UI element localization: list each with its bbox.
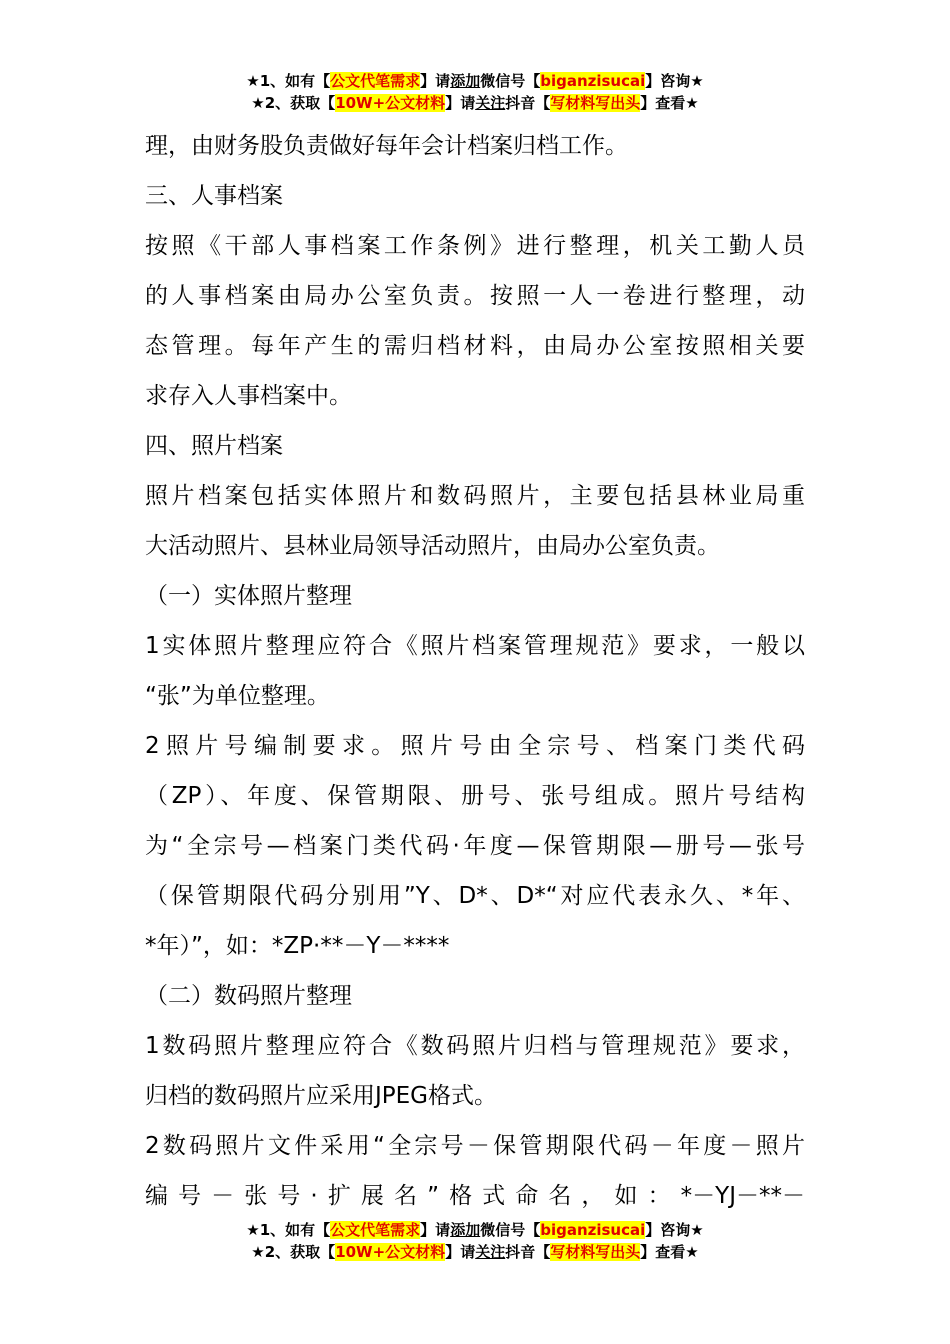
body-line: 2数码照片文件采用“全宗号－保管期限代码－年度－照片 bbox=[145, 1133, 805, 1159]
banner-text: 微信号【 bbox=[480, 72, 541, 90]
banner-text: 】请 bbox=[445, 94, 476, 112]
body-line: 为“全宗号—档案门类代码·年度—保管期限—册号—张号 bbox=[145, 833, 805, 859]
body-line: 的人事档案由局办公室负责。按照一人一卷进行整理，动 bbox=[145, 283, 805, 309]
highlight-service: 公文代笔需求 bbox=[330, 1221, 421, 1239]
section-heading: 四、照片档案 bbox=[145, 433, 283, 459]
banner-text: 抖音【 bbox=[505, 94, 551, 112]
banner-text: 】查看★ bbox=[640, 1243, 699, 1261]
banner-text: 】请 bbox=[420, 72, 451, 90]
highlight-douyin: 写材料写出头 bbox=[550, 1243, 641, 1261]
body-line: “张”为单位整理。 bbox=[145, 683, 330, 709]
body-line: 归档的数码照片应采用JPEG格式。 bbox=[145, 1083, 498, 1109]
body-line: 编号－张号·扩展名”格式命名，如：*－YJ－**－ bbox=[145, 1183, 805, 1209]
banner-emphasis: 添加 bbox=[450, 1221, 481, 1239]
highlight-wechat-id: biganzisucai bbox=[540, 72, 646, 90]
body-line: *年）”，如：*ZP·**－Y－**** bbox=[145, 933, 450, 959]
subsection-heading: （一）实体照片整理 bbox=[145, 583, 352, 609]
highlight-wechat-id: biganzisucai bbox=[540, 1221, 646, 1239]
banner-text: ★2、获取【 bbox=[251, 1243, 336, 1261]
highlight-materials: 10W+公文材料 bbox=[335, 1243, 446, 1261]
banner-text: 】查看★ bbox=[640, 94, 699, 112]
body-line: 1实体照片整理应符合《照片档案管理规范》要求，一般以 bbox=[145, 633, 805, 659]
body-line: 按照《干部人事档案工作条例》进行整理，机关工勤人员 bbox=[145, 233, 805, 259]
body-line: 态管理。每年产生的需归档材料，由局办公室按照相关要 bbox=[145, 333, 805, 359]
document-body bbox=[145, 121, 805, 1221]
body-line: 照片档案包括实体照片和数码照片，主要包括县林业局重 bbox=[145, 483, 805, 509]
body-line: 2照片号编制要求。照片号由全宗号、档案门类代码 bbox=[145, 733, 805, 759]
banner-text: 微信号【 bbox=[480, 1221, 541, 1239]
body-line: （ZP）、年度、保管期限、册号、张号组成。照片号结构 bbox=[145, 783, 805, 809]
body-line: 大活动照片、县林业局领导活动照片，由局办公室负责。 bbox=[145, 533, 720, 559]
banner-line-1 bbox=[0, 70, 950, 92]
body-line: 1数码照片整理应符合《数码照片归档与管理规范》要求， bbox=[145, 1033, 805, 1059]
highlight-materials: 10W+公文材料 bbox=[335, 94, 446, 112]
body-line: （保管期限代码分别用”Y、D*、D*“对应代表永久、*年、 bbox=[145, 883, 805, 909]
banner-line-1 bbox=[0, 1219, 950, 1241]
banner-text: 抖音【 bbox=[505, 1243, 551, 1261]
subsection-heading: （二）数码照片整理 bbox=[145, 983, 352, 1009]
banner-line-2 bbox=[0, 92, 950, 114]
banner-text: 】咨询★ bbox=[645, 72, 704, 90]
banner-line-2 bbox=[0, 1241, 950, 1263]
body-line: 求存入人事档案中。 bbox=[145, 383, 352, 409]
highlight-douyin: 写材料写出头 bbox=[550, 94, 641, 112]
banner-text: ★2、获取【 bbox=[251, 94, 336, 112]
banner-emphasis: 添加 bbox=[450, 72, 481, 90]
banner-emphasis: 关注 bbox=[475, 94, 506, 112]
banner-text: ★1、如有【 bbox=[246, 72, 331, 90]
banner-emphasis: 关注 bbox=[475, 1243, 506, 1261]
header-banner bbox=[0, 70, 950, 114]
banner-text: ★1、如有【 bbox=[246, 1221, 331, 1239]
footer-banner bbox=[0, 1219, 950, 1263]
banner-text: 】咨询★ bbox=[645, 1221, 704, 1239]
body-line: 理，由财务股负责做好每年会计档案归档工作。 bbox=[145, 133, 628, 159]
banner-text: 】请 bbox=[420, 1221, 451, 1239]
section-heading: 三、人事档案 bbox=[145, 183, 283, 209]
banner-text: 】请 bbox=[445, 1243, 476, 1261]
highlight-service: 公文代笔需求 bbox=[330, 72, 421, 90]
